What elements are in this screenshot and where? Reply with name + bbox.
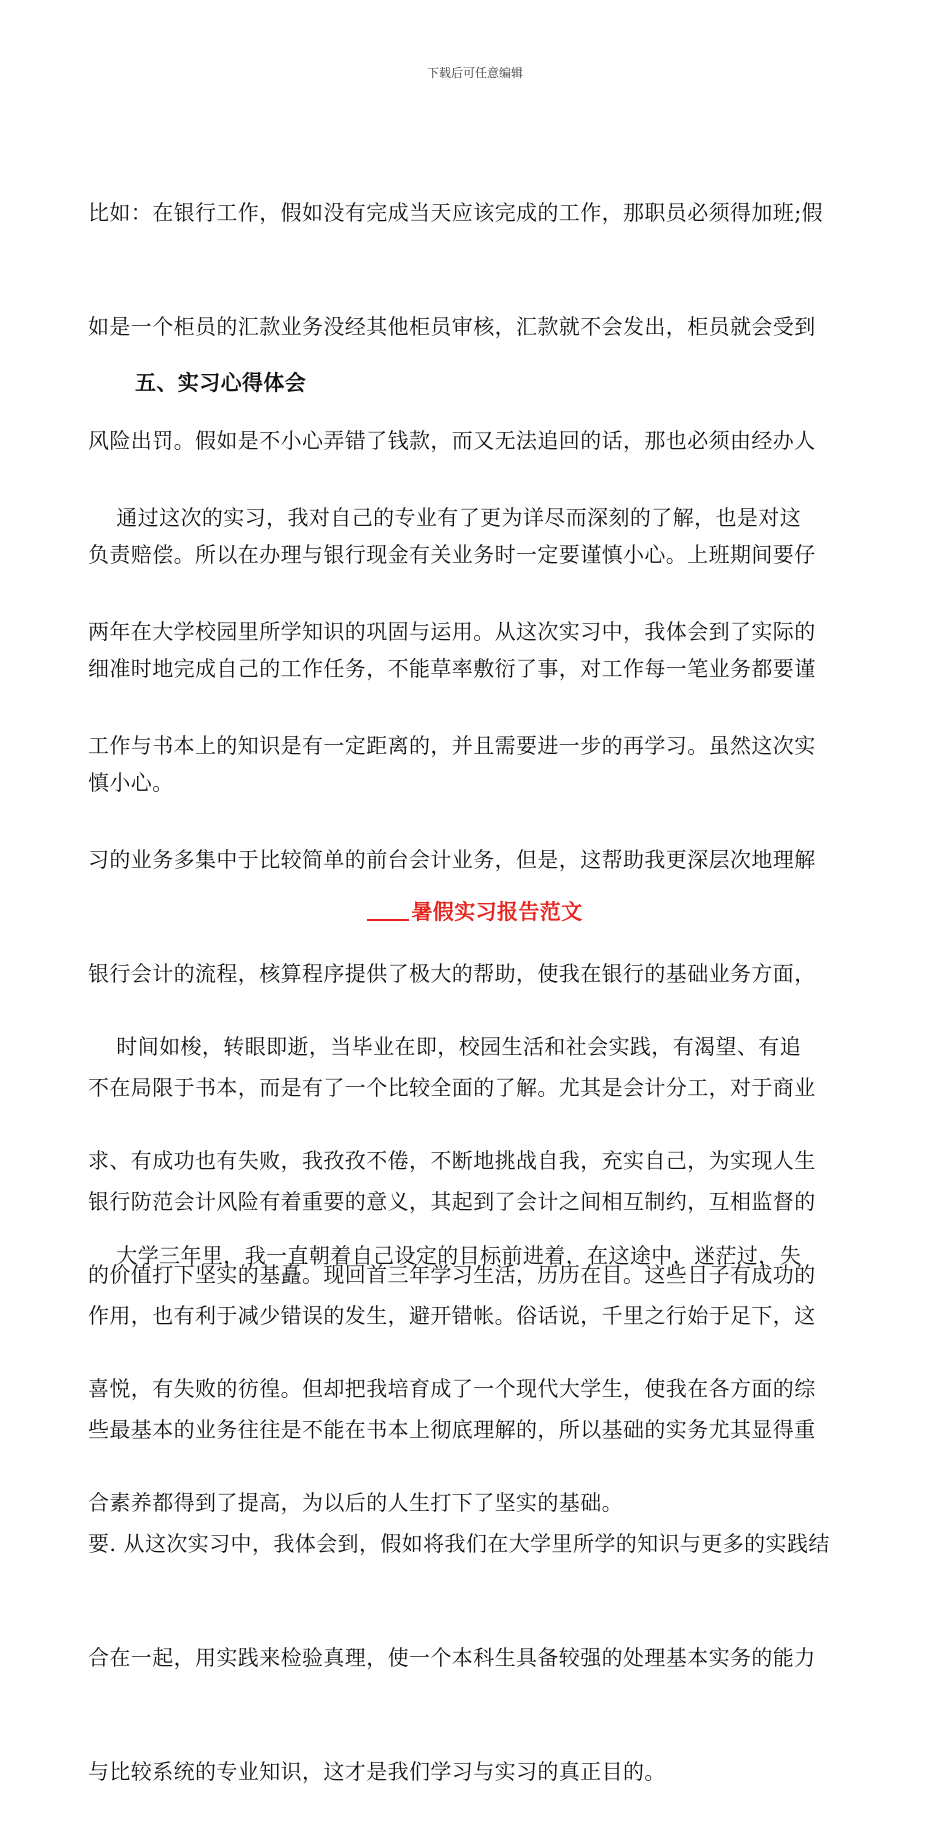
text-line: 作用，也有利于减少错误的发生，避开错帐。俗话说，千里之行始于足下，这	[88, 1304, 816, 1328]
text-line: 银行会计的流程，核算程序提供了极大的帮助，使我在银行的基础业务方面，	[88, 962, 816, 986]
page-header: 下载后可任意编辑	[426, 66, 523, 80]
text-line: 大学三年里，我一直朝着自己设定的目标前进着，在这途中，迷茫过，失	[88, 1244, 802, 1268]
text-line: 要. 从这次实习中，我体会到，假如将我们在大学里所学的知识与更多的实践结	[88, 1532, 830, 1556]
text-line: 合在一起，用实践来检验真理，使一个本科生具备较强的处理基本实务的能力	[88, 1646, 816, 1670]
title-blank-underline	[367, 899, 409, 921]
text-line: 慎小心。	[88, 771, 174, 795]
red-title-text: 暑假实习报告范文	[411, 899, 583, 924]
text-line: 合素养都得到了提高，为以后的人生打下了坚实的基础。	[88, 1491, 623, 1515]
text-line: 工作与书本上的知识是有一定距离的，并且需要进一步的再学习。虽然这次实	[88, 734, 816, 758]
text-line: 的价值打下坚实的基矗。现回首三年学习生活，历历在目。这些日子有成功的	[88, 1263, 816, 1287]
paragraph-three-years	[88, 1161, 863, 1313]
text-line: 时间如梭，转眼即逝，当毕业在即，校园生活和社会实践，有渴望、有追	[88, 1035, 802, 1059]
text-line: 些最基本的业务往往是不能在书本上彻底理解的，所以基础的实务尤其显得重	[88, 1418, 816, 1442]
text-line: 负责赔偿。所以在办理与银行现金有关业务时一定要谨慎小心。上班期间要仔	[88, 543, 816, 567]
red-section-title	[0, 893, 950, 931]
text-line: 风险出罚。假如是不小心弄错了钱款，而又无法追回的话，那也必须由经办人	[88, 429, 816, 453]
text-line: 习的业务多集中于比较简单的前台会计业务，但是，这帮助我更深层次地理解	[88, 848, 816, 872]
text-line: 比如：在银行工作，假如没有完成当天应该完成的工作，那职员必须得加班;假	[88, 201, 824, 225]
text-line: 与比较系统的专业知识，这才是我们学习与实习的真正目的。	[88, 1760, 666, 1784]
text-line: 两年在大学校园里所学知识的巩固与运用。从这次实习中，我体会到了实际的	[88, 620, 816, 644]
text-line: 求、有成功也有失败，我孜孜不倦，不断地挑战自我，充实自己，为实现人生	[88, 1149, 816, 1173]
text-line: 细准时地完成自己的工作任务，不能草率敷衍了事，对工作每一笔业务都要谨	[88, 657, 816, 681]
text-line: 喜悦，有失败的彷徨。但却把我培育成了一个现代大学生，使我在各方面的综	[88, 1377, 816, 1401]
text-line: 如是一个柜员的汇款业务没经其他柜员审核，汇款就不会发出，柜员就会受到	[88, 315, 816, 339]
section-heading: 五、实习心得体会	[135, 370, 307, 395]
text-line: 不在局限于书本，而是有了一个比较全面的了解。尤其是会计分工，对于商业	[88, 1076, 816, 1100]
text-line: 通过这次的实习，我对自己的专业有了更为详尽而深刻的了解，也是对这	[88, 506, 802, 530]
text-line: 银行防范会计风险有着重要的意义，其起到了会计之间相互制约，互相监督的	[88, 1190, 816, 1214]
